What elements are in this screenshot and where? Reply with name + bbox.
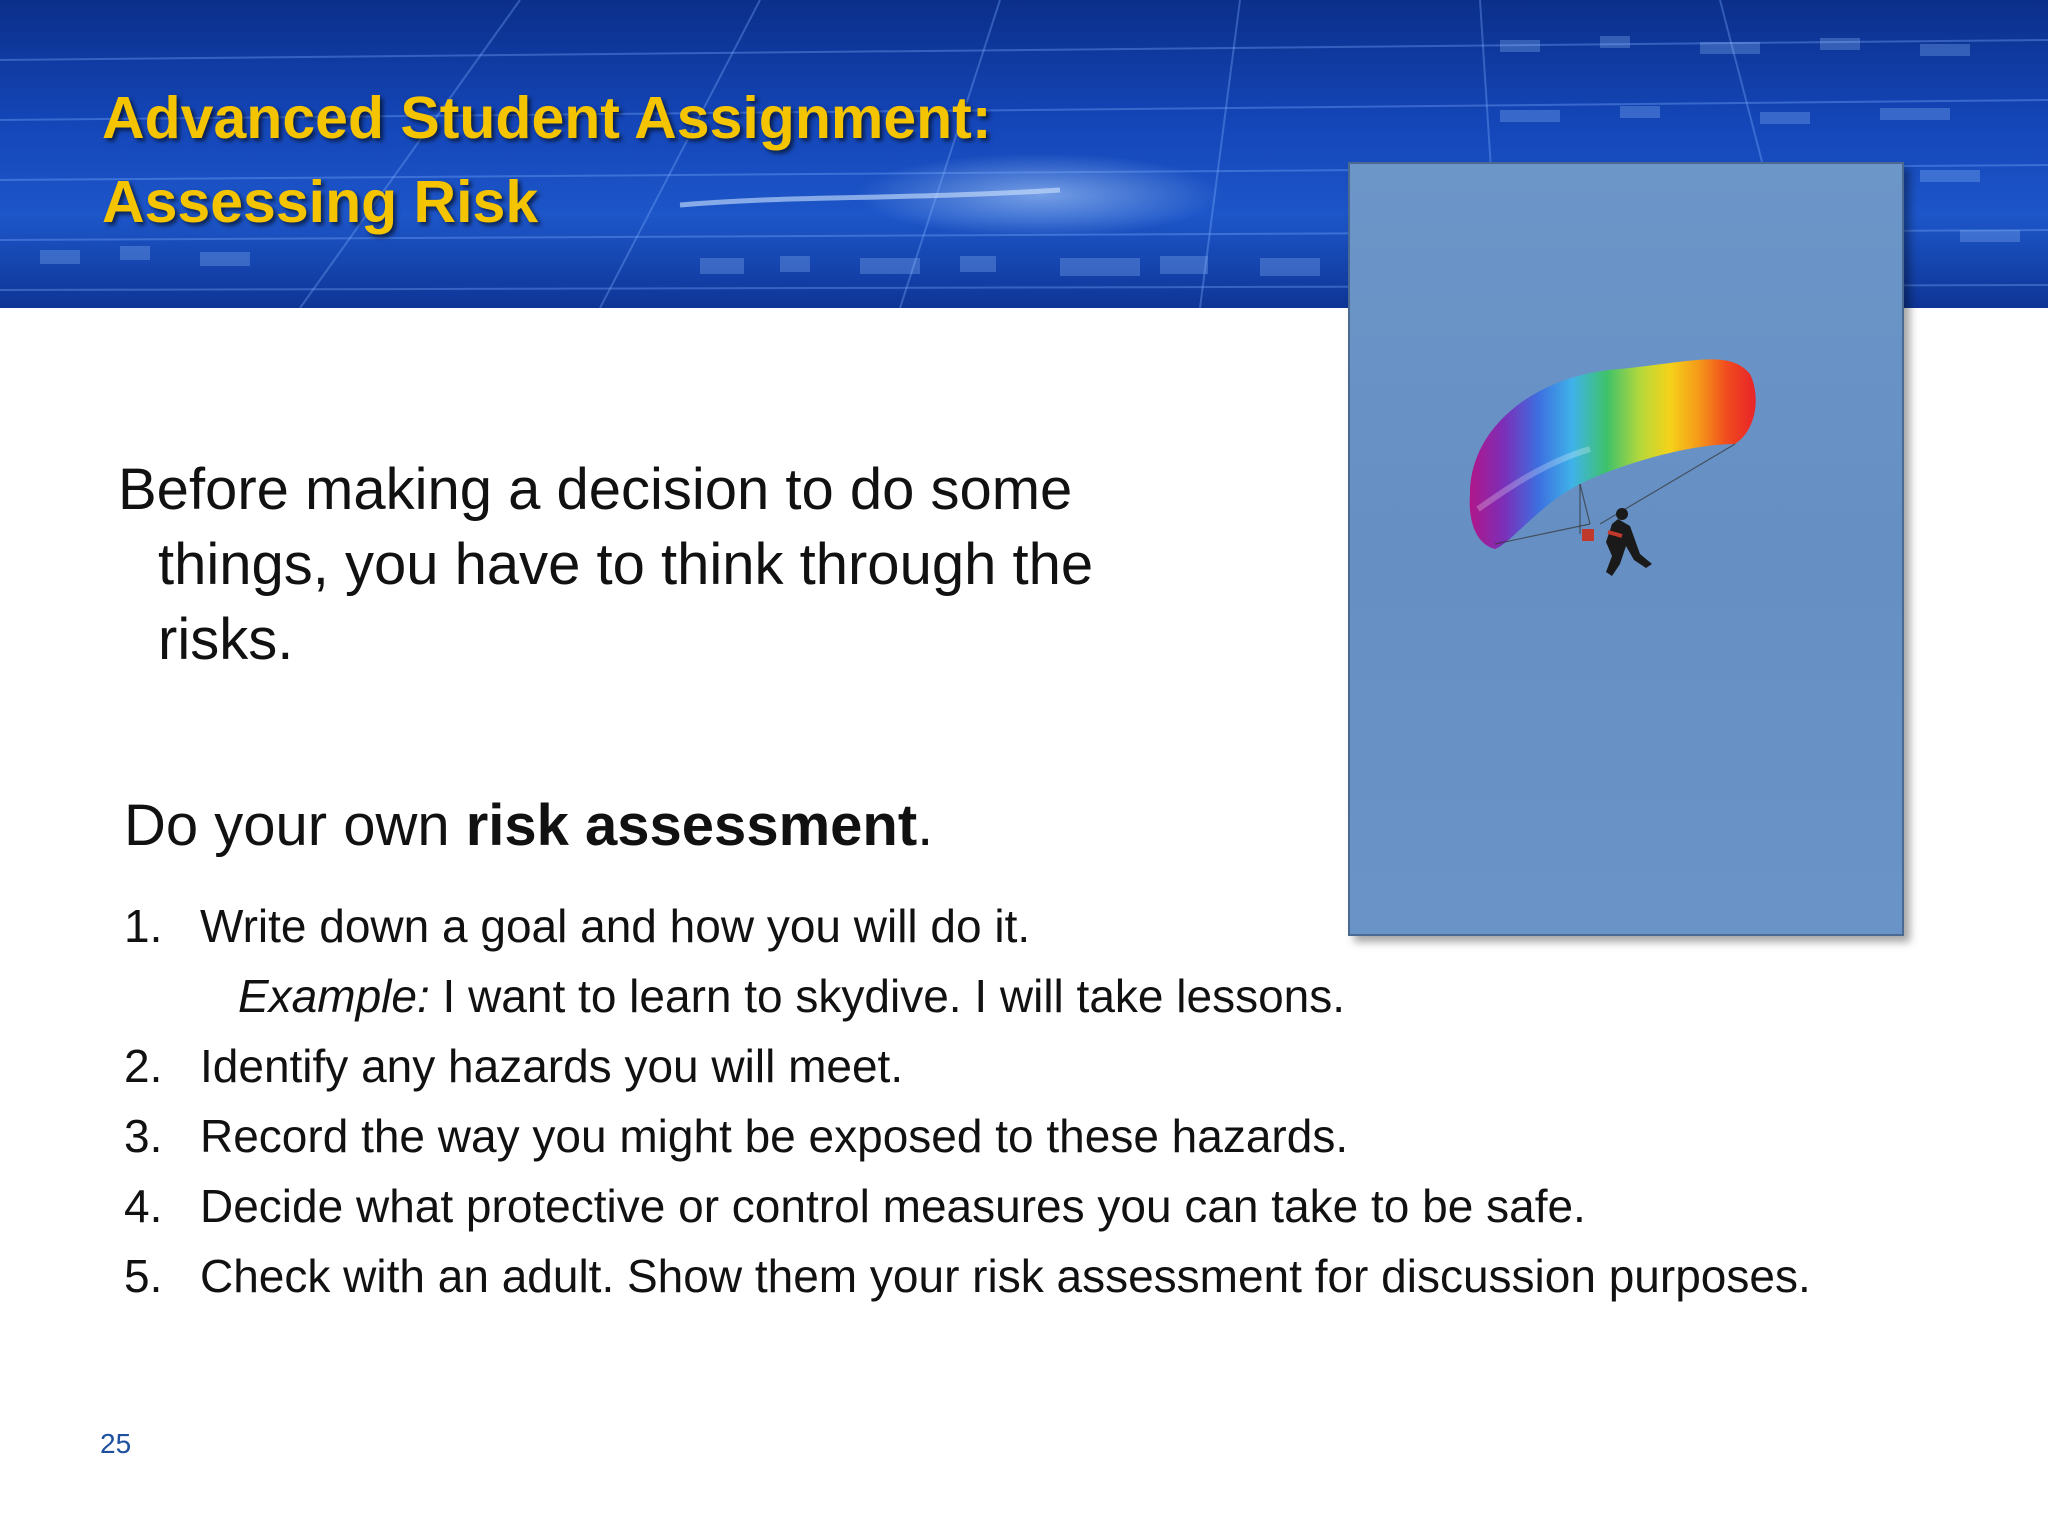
heading-suffix: . bbox=[917, 793, 934, 858]
title-line-1: Advanced Student Assignment: bbox=[102, 85, 992, 151]
step-text: Decide what protective or control measures you can take to be safe. bbox=[200, 1180, 1586, 1232]
parachute-photo bbox=[1348, 162, 1904, 936]
example-text: I want to learn to skydive. I will take lessons. bbox=[429, 970, 1346, 1022]
step-number: 1. bbox=[124, 900, 163, 952]
step-text: Record the way you might be exposed to these hazards. bbox=[200, 1110, 1349, 1162]
step-item bbox=[124, 1105, 1824, 1167]
step-number: 2. bbox=[124, 1040, 163, 1092]
step-number: 3. bbox=[124, 1110, 163, 1162]
page-number: 25 bbox=[100, 1428, 132, 1459]
slide-title bbox=[102, 76, 991, 244]
step-number: 5. bbox=[124, 1250, 163, 1302]
title-line-2: Assessing Risk bbox=[102, 169, 539, 235]
steps-list bbox=[124, 895, 1824, 1315]
step-item bbox=[124, 1245, 1824, 1307]
intro-paragraph: Before making a decision to do some things, you have to think through the risks. bbox=[118, 457, 1094, 672]
risk-assessment-heading bbox=[124, 790, 933, 862]
step-example bbox=[200, 965, 1824, 1027]
step-item bbox=[124, 1035, 1824, 1097]
parachute-canopy bbox=[1470, 359, 1756, 549]
step-text: Check with an adult. Show them your risk assessment for discussion purposes. bbox=[200, 1250, 1811, 1302]
step-item bbox=[124, 1175, 1824, 1237]
step-text: Write down a goal and how you will do it. bbox=[200, 900, 1031, 952]
example-label: Example: bbox=[238, 970, 430, 1022]
heading-bold: risk assessment bbox=[465, 793, 918, 858]
skydiver-figure bbox=[1582, 508, 1652, 576]
parachutist-illustration bbox=[1350, 164, 1902, 934]
step-number: 4. bbox=[124, 1180, 163, 1232]
step-text: Identify any hazards you will meet. bbox=[200, 1040, 904, 1092]
heading-prefix: Do your own bbox=[124, 793, 466, 858]
